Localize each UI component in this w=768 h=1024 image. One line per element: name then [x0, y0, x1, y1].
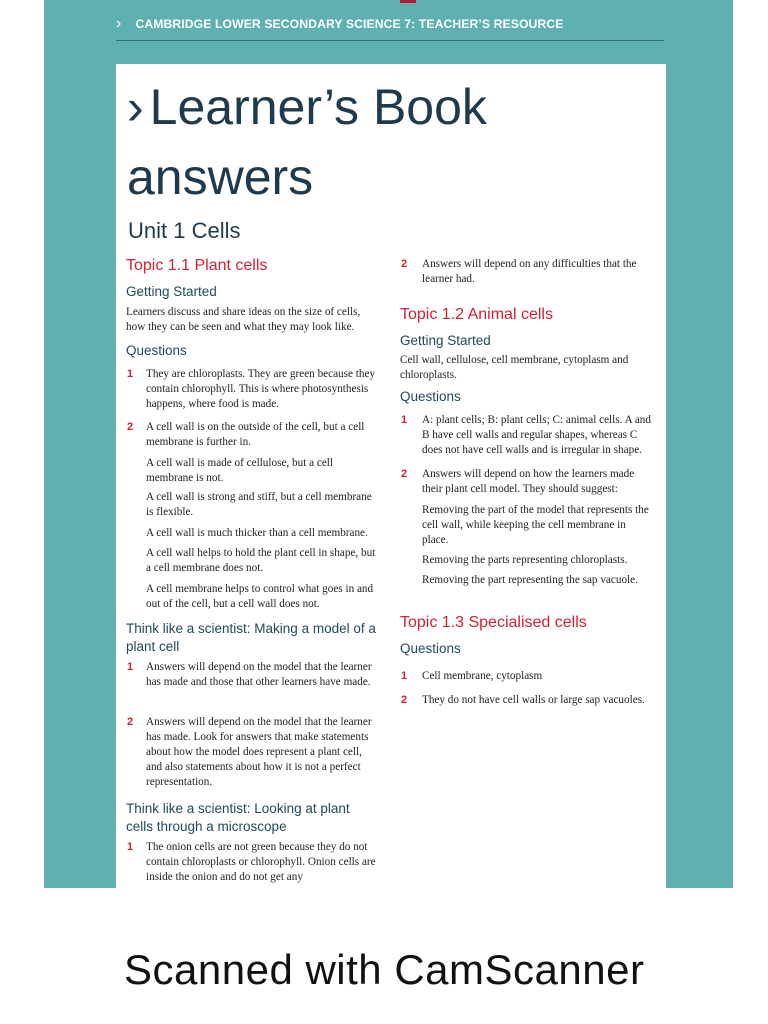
questions-heading: Questions — [126, 343, 187, 358]
question-number: 1 — [127, 661, 134, 673]
question-2-answer-d: A cell wall is much thicker than a cell membrane. — [146, 527, 368, 539]
model-answer-1: Answers will depend on the model that the learner has made and those that other learners have made. — [146, 661, 372, 688]
question-number: 2 — [127, 716, 134, 728]
page-title-line-1 — [127, 76, 587, 138]
question-number: 1 — [127, 841, 134, 853]
question-1-answer: They are chloroplasts. They are green because they contain chlorophyll. This is where photosynthesis happens, where food is made. — [146, 368, 376, 410]
page-title-text: Learner’s Book — [149, 79, 487, 135]
question-number: 2 — [401, 258, 408, 270]
title-chevron-icon: › — [127, 79, 144, 135]
specialised-answer-1: Cell membrane, cytoplasm — [422, 670, 543, 682]
running-header — [116, 12, 563, 36]
question-number: 2 — [401, 694, 408, 706]
chevron-right-icon: › — [116, 15, 122, 32]
topic-1-3-heading: Topic 1.3 Specialised cells — [400, 614, 587, 631]
question-2-answer-a: A cell wall is on the outside of the cell, but a cell membrane is further in. — [146, 421, 365, 448]
question-1-answer: A: plant cells; B: plant cells; C: animal cells. A and B have cell walls and regular shapes, whereas C does not have cell walls and is irregular in shape. — [422, 414, 651, 456]
scanner-watermark: Scanned with CamScanner — [124, 946, 645, 993]
specialised-answer-2: They do not have cell walls or large sap vacuoles. — [422, 694, 645, 706]
think-like-scientist-microscope-heading: Think like a scientist: Looking at plant cells through a microscope — [126, 801, 350, 834]
think-like-scientist-model-heading: Think like a scientist: Making a model of a plant cell — [126, 621, 376, 654]
topic-1-2-heading: Topic 1.2 Animal cells — [400, 306, 553, 323]
getting-started-heading: Getting Started — [400, 333, 491, 348]
header-divider — [116, 40, 664, 41]
microscope-answer-2: Answers will depend on any difficulties that the learner had. — [422, 258, 637, 285]
question-2-answer-c: Removing the parts representing chloroplasts. — [422, 554, 628, 566]
question-number: 1 — [401, 670, 408, 682]
getting-started-text: Learners discuss and share ideas on the size of cells, how they can be seen and what they may look like. — [126, 306, 361, 333]
question-2-answer-f: A cell membrane helps to control what goes in and out of the cell, but a cell wall does not. — [146, 583, 374, 610]
question-2-answer-d: Removing the part representing the sap vacuole. — [422, 574, 638, 586]
unit-heading: Unit 1 Cells — [128, 218, 241, 243]
top-edge-mark — [400, 0, 416, 3]
model-answer-2: Answers will depend on the model that the learner has made. Look for answers that make statements about how the model does represent a plant cell, and also statements about how it is not a perfect representation. — [146, 716, 372, 788]
questions-heading: Questions — [400, 389, 461, 404]
question-2-answer-c: A cell wall is strong and stiff, but a cell membrane is flexible. — [146, 491, 372, 518]
question-number: 1 — [127, 368, 134, 380]
question-2-answer-e: A cell wall helps to hold the plant cell in shape, but a cell membrane does not. — [146, 547, 376, 574]
questions-heading: Questions — [400, 641, 461, 656]
microscope-answer-1: The onion cells are not green because they do not contain chloroplasts or chlorophyll. Onion cells are inside the onion and do not get any — [146, 841, 376, 883]
content-panel — [116, 64, 666, 888]
getting-started-heading: Getting Started — [126, 284, 217, 299]
running-header-text: CAMBRIDGE LOWER SECONDARY SCIENCE 7: TEACHER’S RESOURCE — [135, 17, 564, 31]
question-2-answer-b: Removing the part of the model that represents the cell wall, while keeping the cell membrane in place. — [422, 504, 649, 546]
question-number: 2 — [127, 421, 134, 433]
getting-started-text: Cell wall, cellulose, cell membrane, cytoplasm and chloroplasts. — [400, 354, 629, 381]
question-number: 2 — [401, 468, 408, 480]
page-title-line-2: answers — [127, 149, 314, 205]
question-2-answer-a: Answers will depend on how the learners made their plant cell model. They should suggest: — [422, 468, 635, 495]
topic-1-1-heading: Topic 1.1 Plant cells — [126, 257, 268, 274]
question-2-answer-b: A cell wall is made of cellulose, but a cell membrane is not. — [146, 457, 334, 484]
question-number: 1 — [401, 414, 408, 426]
